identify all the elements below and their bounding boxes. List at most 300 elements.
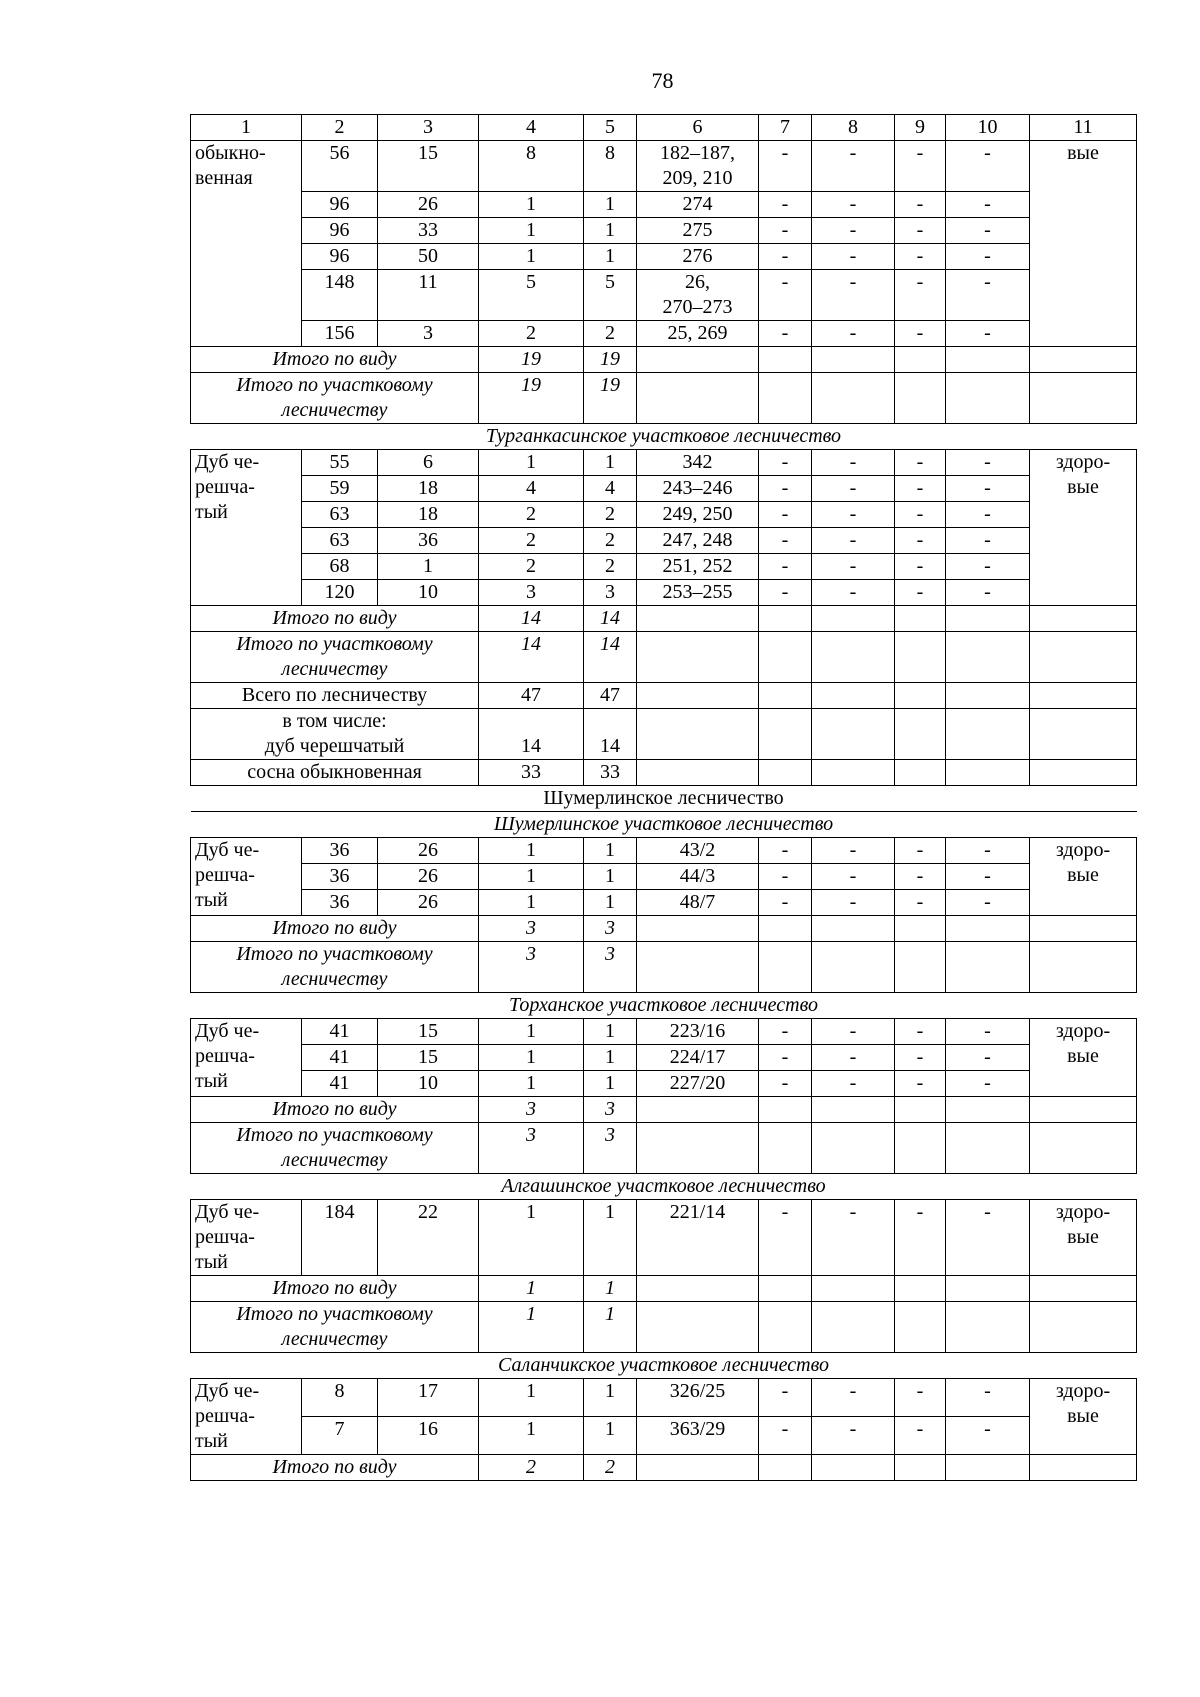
condition: вые [1030, 141, 1137, 347]
cell-c8: - [812, 1417, 895, 1455]
empty-cell [895, 606, 946, 632]
empty-cell [637, 683, 759, 709]
total-row [191, 683, 1137, 709]
table-body [191, 115, 1137, 1481]
cell-c2: 63 [302, 502, 378, 528]
cell-c7: - [759, 450, 812, 476]
cell-c5: 1 [584, 838, 637, 864]
cell-c10: - [946, 554, 1030, 580]
section-heading-row [191, 1353, 1137, 1379]
total-label: Итого по участковому лесничеству [191, 1123, 479, 1174]
cell-c3: 33 [378, 218, 479, 244]
empty-cell [1030, 1097, 1137, 1123]
cell-c8: - [812, 192, 895, 218]
cell-c3: 15 [378, 141, 479, 192]
condition: здоро- вые [1030, 838, 1137, 916]
total-value-col5: 3 [584, 1123, 637, 1174]
cell-c5: 1 [584, 244, 637, 270]
empty-cell [637, 632, 759, 683]
empty-cell [1030, 709, 1137, 760]
total-row [191, 916, 1137, 942]
cell-c6: 251, 252 [637, 554, 759, 580]
cell-c10: - [946, 1045, 1030, 1071]
cell-c4: 1 [479, 1200, 584, 1276]
empty-cell [895, 1123, 946, 1174]
empty-cell [895, 683, 946, 709]
total-label: Итого по участковому лесничеству [191, 373, 479, 424]
empty-cell [637, 606, 759, 632]
section-heading-row [191, 993, 1137, 1019]
species-name: Дуб че- решча- тый [191, 450, 302, 606]
cell-c9: - [895, 450, 946, 476]
total-row [191, 709, 1137, 760]
cell-c7: - [759, 1045, 812, 1071]
cell-c7: - [759, 270, 812, 321]
section-heading-row [191, 1174, 1137, 1200]
cell-c9: - [895, 270, 946, 321]
empty-cell [895, 373, 946, 424]
total-row [191, 1455, 1137, 1481]
empty-cell [946, 942, 1030, 993]
cell-c3: 6 [378, 450, 479, 476]
empty-cell [759, 632, 812, 683]
section-heading: Алгашинское участковое лесничество [191, 1174, 1137, 1200]
empty-cell [759, 709, 812, 760]
total-value-col4: 19 [479, 347, 584, 373]
cell-c3: 18 [378, 476, 479, 502]
section-heading: Торханское участковое лесничество [191, 993, 1137, 1019]
cell-c6: 227/20 [637, 1071, 759, 1097]
cell-c4: 1 [479, 244, 584, 270]
species-name: Дуб че- решча- тый [191, 838, 302, 916]
total-value-col5: 14 [584, 632, 637, 683]
cell-c7: - [759, 1200, 812, 1276]
total-value-col4: 14 [479, 606, 584, 632]
empty-cell [759, 373, 812, 424]
total-value-col4: 1 [479, 1302, 584, 1353]
cell-c9: - [895, 554, 946, 580]
cell-c4: 1 [479, 218, 584, 244]
empty-cell [812, 606, 895, 632]
cell-c4: 1 [479, 890, 584, 916]
cell-c10: - [946, 1071, 1030, 1097]
cell-c7: - [759, 1417, 812, 1455]
cell-c2: 96 [302, 218, 378, 244]
cell-c2: 59 [302, 476, 378, 502]
cell-c10: - [946, 450, 1030, 476]
total-value-col4: 3 [479, 942, 584, 993]
total-label: Итого по виду [191, 347, 479, 373]
empty-cell [1030, 347, 1137, 373]
cell-c4: 1 [479, 864, 584, 890]
cell-c10: - [946, 1417, 1030, 1455]
cell-c4: 1 [479, 838, 584, 864]
total-row [191, 632, 1137, 683]
total-row [191, 1097, 1137, 1123]
column-number: 8 [812, 115, 895, 141]
cell-c10: - [946, 580, 1030, 606]
forestry-table [190, 114, 1137, 1481]
cell-c6: 224/17 [637, 1045, 759, 1071]
cell-c2: 156 [302, 321, 378, 347]
empty-cell [812, 347, 895, 373]
empty-cell [895, 709, 946, 760]
cell-c10: - [946, 321, 1030, 347]
table-row [191, 1379, 1137, 1417]
total-label: Итого по виду [191, 1097, 479, 1123]
total-row [191, 760, 1137, 786]
cell-c4: 1 [479, 192, 584, 218]
cell-c6: 276 [637, 244, 759, 270]
cell-c8: - [812, 554, 895, 580]
cell-c2: 7 [302, 1417, 378, 1455]
empty-cell [812, 1097, 895, 1123]
cell-c2: 41 [302, 1045, 378, 1071]
cell-c10: - [946, 838, 1030, 864]
cell-c9: - [895, 864, 946, 890]
cell-c10: - [946, 476, 1030, 502]
column-number: 6 [637, 115, 759, 141]
cell-c9: - [895, 528, 946, 554]
cell-c6: 26, 270–273 [637, 270, 759, 321]
empty-cell [946, 1302, 1030, 1353]
total-value-col5: 1 [584, 1276, 637, 1302]
cell-c3: 26 [378, 838, 479, 864]
cell-c2: 120 [302, 580, 378, 606]
total-value-col4: 1 [479, 1276, 584, 1302]
section-heading-row [191, 786, 1137, 812]
cell-c7: - [759, 1019, 812, 1045]
cell-c9: - [895, 580, 946, 606]
empty-cell [1030, 1276, 1137, 1302]
cell-c6: 274 [637, 192, 759, 218]
total-value-col5: 2 [584, 1455, 637, 1481]
empty-cell [1030, 606, 1137, 632]
table-row [191, 244, 1137, 270]
cell-c8: - [812, 244, 895, 270]
cell-c9: - [895, 838, 946, 864]
cell-c5: 8 [584, 141, 637, 192]
cell-c9: - [895, 476, 946, 502]
cell-c8: - [812, 321, 895, 347]
table-row [191, 1045, 1137, 1071]
cell-c10: - [946, 502, 1030, 528]
cell-c7: - [759, 218, 812, 244]
empty-cell [946, 1097, 1030, 1123]
cell-c3: 3 [378, 321, 479, 347]
cell-c6: 342 [637, 450, 759, 476]
cell-c2: 184 [302, 1200, 378, 1276]
total-value-col5: 19 [584, 347, 637, 373]
cell-c5: 1 [584, 1200, 637, 1276]
cell-c5: 2 [584, 502, 637, 528]
cell-c9: - [895, 218, 946, 244]
cell-c3: 11 [378, 270, 479, 321]
total-label: в том числе: дуб черешчатый [191, 709, 479, 760]
cell-c8: - [812, 1019, 895, 1045]
column-number: 9 [895, 115, 946, 141]
cell-c7: - [759, 141, 812, 192]
column-number: 10 [946, 115, 1030, 141]
empty-cell [812, 373, 895, 424]
empty-cell [895, 916, 946, 942]
cell-c5: 1 [584, 450, 637, 476]
cell-c2: 55 [302, 450, 378, 476]
cell-c8: - [812, 838, 895, 864]
empty-cell [637, 1302, 759, 1353]
cell-c8: - [812, 864, 895, 890]
table-row [191, 580, 1137, 606]
cell-c7: - [759, 502, 812, 528]
species-name: Дуб че- решча- тый [191, 1200, 302, 1276]
empty-cell [812, 1302, 895, 1353]
total-value-col4: 47 [479, 683, 584, 709]
empty-cell [759, 942, 812, 993]
cell-c10: - [946, 270, 1030, 321]
empty-cell [812, 1276, 895, 1302]
cell-c2: 68 [302, 554, 378, 580]
page-number: 78 [651, 68, 674, 93]
cell-c8: - [812, 1071, 895, 1097]
empty-cell [812, 916, 895, 942]
empty-cell [946, 1123, 1030, 1174]
empty-cell [759, 1455, 812, 1481]
cell-c6: 363/29 [637, 1417, 759, 1455]
cell-c6: 43/2 [637, 838, 759, 864]
total-label: Итого по виду [191, 1455, 479, 1481]
cell-c8: - [812, 1379, 895, 1417]
total-value-col5: 47 [584, 683, 637, 709]
cell-c9: - [895, 1200, 946, 1276]
total-row [191, 1276, 1137, 1302]
empty-cell [637, 916, 759, 942]
cell-c4: 1 [479, 1019, 584, 1045]
table-row [191, 141, 1137, 192]
cell-c3: 17 [378, 1379, 479, 1417]
total-row [191, 942, 1137, 993]
cell-c5: 1 [584, 864, 637, 890]
empty-cell [759, 1302, 812, 1353]
empty-cell [946, 709, 1030, 760]
table-row [191, 1071, 1137, 1097]
cell-c6: 223/16 [637, 1019, 759, 1045]
cell-c9: - [895, 141, 946, 192]
section-heading: Саланчикское участковое лесничество [191, 1353, 1137, 1379]
section-heading: Шумерлинское участковое лесничество [191, 812, 1137, 838]
total-row [191, 606, 1137, 632]
cell-c2: 36 [302, 890, 378, 916]
empty-cell [1030, 683, 1137, 709]
cell-c6: 326/25 [637, 1379, 759, 1417]
empty-cell [946, 606, 1030, 632]
table-row [191, 864, 1137, 890]
cell-c7: - [759, 476, 812, 502]
cell-c5: 1 [584, 1417, 637, 1455]
table-row [191, 192, 1137, 218]
total-value-col5: 3 [584, 942, 637, 993]
total-row [191, 1123, 1137, 1174]
cell-c9: - [895, 1417, 946, 1455]
empty-cell [637, 1455, 759, 1481]
empty-cell [759, 916, 812, 942]
cell-c7: - [759, 321, 812, 347]
total-value-col4: 2 [479, 1455, 584, 1481]
cell-c3: 26 [378, 890, 479, 916]
empty-cell [637, 373, 759, 424]
cell-c10: - [946, 192, 1030, 218]
cell-c5: 1 [584, 218, 637, 244]
empty-cell [946, 1455, 1030, 1481]
total-row [191, 347, 1137, 373]
empty-cell [1030, 1455, 1137, 1481]
total-label: сосна обыкновенная [191, 760, 479, 786]
table-row [191, 321, 1137, 347]
cell-c2: 148 [302, 270, 378, 321]
total-value-col4: 3 [479, 916, 584, 942]
cell-c5: 2 [584, 321, 637, 347]
cell-c6: 44/3 [637, 864, 759, 890]
cell-c10: - [946, 1200, 1030, 1276]
column-number: 3 [378, 115, 479, 141]
table-row [191, 450, 1137, 476]
cell-c5: 2 [584, 554, 637, 580]
empty-cell [759, 683, 812, 709]
table-row [191, 270, 1137, 321]
cell-c8: - [812, 218, 895, 244]
cell-c3: 36 [378, 528, 479, 554]
empty-cell [895, 1302, 946, 1353]
cell-c5: 1 [584, 1071, 637, 1097]
empty-cell [812, 632, 895, 683]
cell-c3: 10 [378, 1071, 479, 1097]
cell-c3: 22 [378, 1200, 479, 1276]
cell-c9: - [895, 1019, 946, 1045]
cell-c8: - [812, 890, 895, 916]
cell-c10: - [946, 890, 1030, 916]
total-row [191, 1302, 1137, 1353]
condition: здоро- вые [1030, 1379, 1137, 1455]
cell-c5: 4 [584, 476, 637, 502]
cell-c6: 182–187, 209, 210 [637, 141, 759, 192]
total-row [191, 373, 1137, 424]
cell-c7: - [759, 864, 812, 890]
cell-c9: - [895, 1071, 946, 1097]
total-value-col4: 3 [479, 1123, 584, 1174]
cell-c5: 1 [584, 1045, 637, 1071]
empty-cell [895, 760, 946, 786]
cell-c5: 2 [584, 528, 637, 554]
cell-c2: 96 [302, 192, 378, 218]
empty-cell [946, 1276, 1030, 1302]
total-value-col4: 14 [479, 632, 584, 683]
condition: здоро- вые [1030, 1019, 1137, 1097]
table-row [191, 838, 1137, 864]
empty-cell [637, 760, 759, 786]
empty-cell [637, 1097, 759, 1123]
empty-cell [895, 1455, 946, 1481]
cell-c10: - [946, 1379, 1030, 1417]
table-row [191, 554, 1137, 580]
total-value-col5: 14 [584, 606, 637, 632]
cell-c8: - [812, 141, 895, 192]
cell-c4: 4 [479, 476, 584, 502]
cell-c6: 249, 250 [637, 502, 759, 528]
cell-c4: 8 [479, 141, 584, 192]
empty-cell [759, 347, 812, 373]
empty-cell [946, 760, 1030, 786]
total-value-col5: 19 [584, 373, 637, 424]
empty-cell [1030, 373, 1137, 424]
cell-c9: - [895, 244, 946, 270]
empty-cell [1030, 760, 1137, 786]
cell-c4: 1 [479, 1417, 584, 1455]
cell-c7: - [759, 1071, 812, 1097]
cell-c8: - [812, 270, 895, 321]
empty-cell [759, 1123, 812, 1174]
cell-c10: - [946, 141, 1030, 192]
empty-cell [759, 1276, 812, 1302]
cell-c7: - [759, 528, 812, 554]
condition: здоро- вые [1030, 1200, 1137, 1276]
cell-c8: - [812, 528, 895, 554]
cell-c6: 25, 269 [637, 321, 759, 347]
cell-c8: - [812, 1045, 895, 1071]
cell-c5: 1 [584, 890, 637, 916]
cell-c4: 3 [479, 580, 584, 606]
cell-c8: - [812, 450, 895, 476]
cell-c2: 96 [302, 244, 378, 270]
total-value-col4: 3 [479, 1097, 584, 1123]
empty-cell [812, 1123, 895, 1174]
cell-c10: - [946, 1019, 1030, 1045]
total-label: Итого по виду [191, 606, 479, 632]
cell-c2: 41 [302, 1019, 378, 1045]
empty-cell [812, 683, 895, 709]
cell-c2: 56 [302, 141, 378, 192]
table-row [191, 1200, 1137, 1276]
cell-c2: 36 [302, 838, 378, 864]
empty-cell [812, 1455, 895, 1481]
empty-cell [946, 373, 1030, 424]
total-value-col4: 33 [479, 760, 584, 786]
total-value-col5: 3 [584, 916, 637, 942]
empty-cell [812, 942, 895, 993]
total-label: Итого по участковому лесничеству [191, 632, 479, 683]
cell-c4: 5 [479, 270, 584, 321]
column-number: 1 [191, 115, 302, 141]
column-number-row [191, 115, 1137, 141]
table-row [191, 528, 1137, 554]
total-value-col5: 3 [584, 1097, 637, 1123]
empty-cell [895, 632, 946, 683]
species-name: обыкно- венная [191, 141, 302, 347]
column-number: 7 [759, 115, 812, 141]
cell-c3: 50 [378, 244, 479, 270]
cell-c6: 243–246 [637, 476, 759, 502]
cell-c4: 2 [479, 528, 584, 554]
cell-c3: 10 [378, 580, 479, 606]
cell-c4: 2 [479, 321, 584, 347]
cell-c4: 2 [479, 502, 584, 528]
cell-c4: 1 [479, 1045, 584, 1071]
table-row [191, 890, 1137, 916]
cell-c7: - [759, 580, 812, 606]
cell-c5: 1 [584, 192, 637, 218]
cell-c6: 247, 248 [637, 528, 759, 554]
cell-c8: - [812, 476, 895, 502]
total-value-col5: 14 [584, 709, 637, 760]
table-row [191, 502, 1137, 528]
